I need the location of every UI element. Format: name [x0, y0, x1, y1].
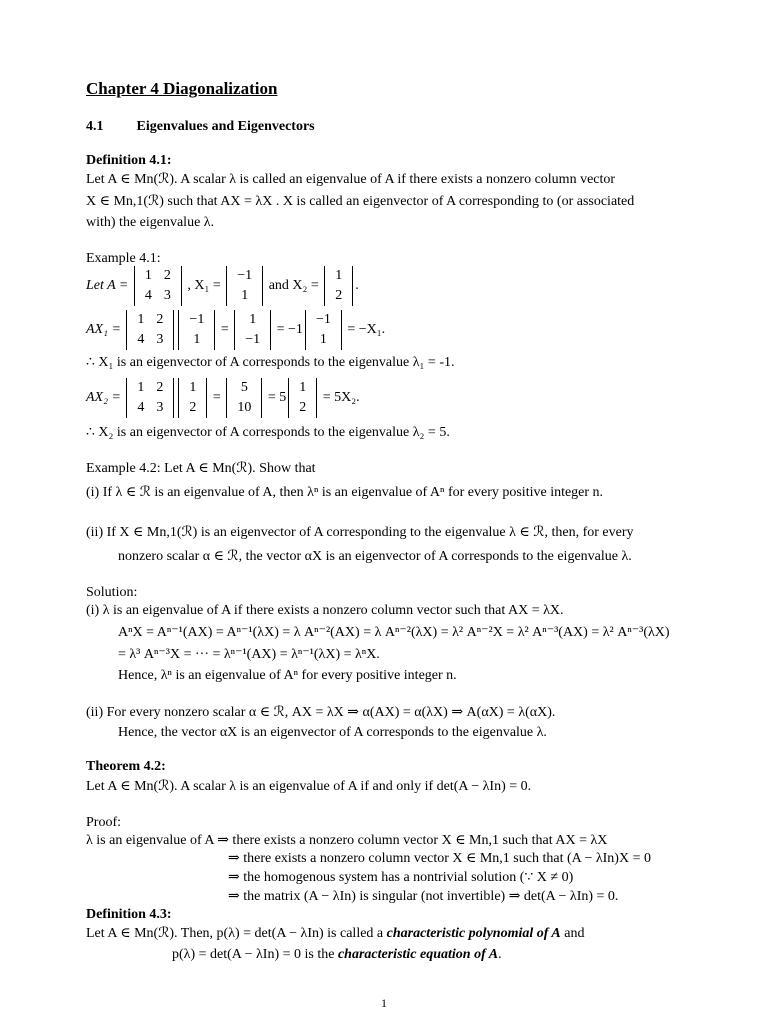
definition-4-1-line2: X ∈ Mn,1(ℛ) such that AX = λX . X is called an eigenvector of A corresponding to (or associated — [86, 194, 635, 209]
ax1-matrix: 1 2 4 3 — [126, 310, 174, 350]
chapter-title: Chapter 4 Diagonalization — [86, 79, 278, 98]
characteristic-equation-term: characteristic equation of A — [337, 947, 499, 962]
vector-x1: −1 1 — [226, 266, 263, 306]
ax2-five: = 5 — [267, 390, 287, 406]
proof-line1: λ is an eigenvalue of A ⇒ there exists a nonzero column vector X ∈ Mn,1 such that AX = λX — [86, 833, 608, 848]
example-4-1-conclusion1: ∴ X₁ is an eigenvector of A corresponds to the eigenvalue λ₁ = -1. — [86, 355, 455, 370]
definition-4-3-line1-end: and — [560, 926, 585, 941]
x2-label: and X₂ = — [268, 278, 319, 294]
definition-4-3-line1 — [86, 925, 584, 943]
solution-i-line3: = λ³ Aⁿ⁻³X = ··· = λⁿ⁻¹(AX) = λⁿ⁻¹(λX) = λⁿX. — [118, 647, 380, 662]
proof-heading: Proof: — [86, 815, 121, 830]
theorem-4-2-heading: Theorem 4.2: — [86, 759, 166, 774]
solution-heading: Solution: — [86, 585, 138, 600]
ax1-result: 1 −1 — [234, 310, 271, 350]
ax2-matrix: 1 2 4 3 — [126, 378, 174, 418]
matrix-a: 1 2 4 3 — [134, 266, 182, 306]
solution-i-line2: AⁿX = Aⁿ⁻¹(AX) = Aⁿ⁻¹(λX) = λ Aⁿ⁻²(AX) = λ Aⁿ⁻²(λX) = λ² Aⁿ⁻²X = λ² Aⁿ⁻³(AX) = λ² Aⁿ⁻³(λX) — [118, 625, 670, 640]
ax1-lhs: AX₁ = — [86, 322, 121, 338]
definition-4-3-heading: Definition 4.3: — [86, 907, 172, 922]
x1-label: , X₁ = — [187, 278, 221, 294]
ax2-vector: 1 2 — [178, 378, 207, 418]
ax1-end: = −X₁. — [347, 322, 386, 338]
example-4-1-definitions: Let A = 1 2 4 3 , X₁ = −1 1 and X₂ = 1 2 . — [86, 266, 359, 306]
section-heading — [86, 118, 315, 136]
definition-4-1-line3: with) the eigenvalue λ. — [86, 215, 215, 230]
ax2-end: = 5X₂. — [322, 390, 360, 406]
let-a-label: Let A = — [86, 278, 129, 294]
ax1-x1: −1 1 — [305, 310, 342, 350]
ax1-neg: = −1 — [276, 322, 303, 338]
example-4-2-part-ii-line2: nonzero scalar α ∈ ℛ, the vector αX is an eigenvector of A corresponds to the eigenvalue λ. — [118, 549, 632, 564]
definition-4-3-line2-text: p(λ) = det(A − λIn) = 0 is the — [172, 947, 338, 962]
proof-line4: ⇒ the matrix (A − λIn) is singular (not invertible) ⇒ det(A − λIn) = 0. — [228, 889, 619, 904]
definition-4-3-line1-text: Let A ∈ Mn(ℛ). Then, p(λ) = det(A − λIn) is called a — [86, 926, 387, 941]
page-number: 1 — [381, 996, 387, 1010]
example-4-2-heading: Example 4.2: Let A ∈ Mn(ℛ). Show that — [86, 461, 316, 476]
ax2-result: 5 10 — [226, 378, 262, 418]
example-4-1-heading: Example 4.1: — [86, 251, 161, 266]
proof-line2: ⇒ there exists a nonzero column vector X ∈ Mn,1 such that (A − λIn)X = 0 — [228, 851, 651, 866]
ax2-equation: AX₂ = 1 2 4 3 1 2 = 5 10 = 5 1 2 = 5X₂. — [86, 378, 360, 418]
example-4-2-part-i: (i) If λ ∈ ℛ is an eigenvalue of A, then λⁿ is an eigenvalue of Aⁿ for every positive integer n. — [86, 485, 604, 500]
example-4-1-conclusion2: ∴ X₂ is an eigenvector of A corresponds to the eigenvalue λ₂ = 5. — [86, 425, 450, 440]
section-number: 4.1 — [86, 119, 104, 134]
section-title: Eigenvalues and Eigenvectors — [136, 119, 315, 134]
proof-line3: ⇒ the homogenous system has a nontrivial solution (∵ X ≠ 0) — [228, 870, 574, 885]
vector-x2: 1 2 — [324, 266, 353, 306]
characteristic-polynomial-term: characteristic polynomial of A — [386, 926, 561, 941]
ax1-vector: −1 1 — [178, 310, 215, 350]
definition-4-1-line1: Let A ∈ Mn(ℛ). A scalar λ is called an eigenvalue of A if there exists a nonzero column vector — [86, 172, 616, 187]
definition-4-1-heading: Definition 4.1: — [86, 153, 172, 168]
ax2-x2: 1 2 — [288, 378, 317, 418]
theorem-4-2-line1: Let A ∈ Mn(ℛ). A scalar λ is an eigenvalue of A if and only if det(A − λIn) = 0. — [86, 779, 532, 794]
ax2-lhs: AX₂ = — [86, 390, 121, 406]
solution-i-line1: (i) λ is an eigenvalue of A if there exists a nonzero column vector such that AX = λX. — [86, 603, 564, 618]
solution-i-line4: Hence, λⁿ is an eigenvalue of Aⁿ for every positive integer n. — [118, 668, 457, 683]
definition-4-3-line2-end: . — [498, 947, 502, 962]
solution-ii-line2: Hence, the vector αX is an eigenvector of A corresponds to the eigenvalue λ. — [118, 725, 547, 740]
ax1-equation: AX₁ = 1 2 4 3 −1 1 = 1 −1 = −1 −1 1 = −X₁. — [86, 310, 385, 350]
definition-4-3-line2 — [172, 946, 502, 964]
solution-ii-line1: (ii) For every nonzero scalar α ∈ ℛ, AX = λX ⇒ α(AX) = α(λX) ⇒ A(αX) = λ(αX). — [86, 705, 556, 720]
example-4-2-part-ii-line1: (ii) If X ∈ Mn,1(ℛ) is an eigenvector of A corresponding to the eigenvalue λ ∈ ℛ, then, for every — [86, 525, 634, 540]
